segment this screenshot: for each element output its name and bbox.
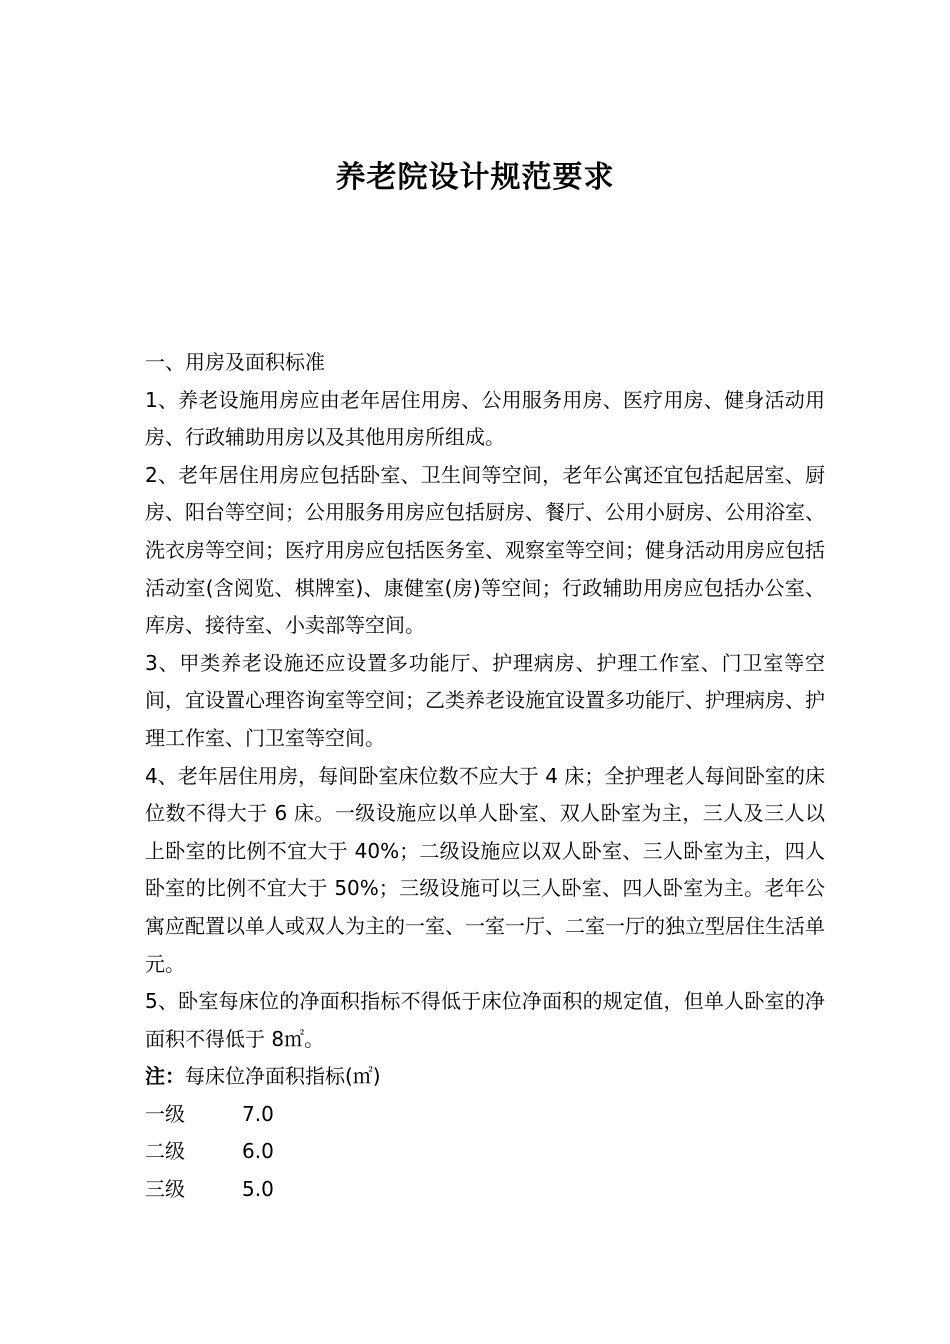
note-text: 每床位净面积指标(㎡) bbox=[185, 1064, 381, 1089]
grade-name: 一级 bbox=[145, 1101, 185, 1126]
grade-value: 7.0 bbox=[242, 1101, 274, 1126]
paragraph-3: 3、甲类养老设施还应设置多功能厅、护理病房、护理工作室、门卫室等空间，宜设置心理咨询室等空间；乙类养老设施宜设置多功能厅、护理病房、护理工作室、门卫室等空间。 bbox=[145, 650, 825, 750]
paragraph-4: 4、老年居住用房，每间卧室床位数不应大于 4 床；全护理老人每间卧室的床位数不得大于 6 床。一级设施应以单人卧室、双人卧室为主，三人及三人以上卧室的比例不宜大于 40%；二级设施应以双人卧室、三人卧室为主，四人卧室的比例不宜大于 50%；三级设施可以三人卧室、四人卧室为主。老年公寓应配置以单人或双人为主的一室、一室一厅、二室一厅的独立型居住生活单元。 bbox=[145, 763, 825, 976]
grade-row-2 bbox=[145, 1133, 825, 1171]
grade-name: 二级 bbox=[145, 1139, 185, 1164]
paragraph-5: 5、卧室每床位的净面积指标不得低于床位净面积的规定值，但单人卧室的净面积不得低于 8㎡。 bbox=[145, 989, 825, 1051]
grade-row-1 bbox=[145, 1096, 825, 1134]
grade-name: 三级 bbox=[145, 1177, 185, 1202]
grade-value: 6.0 bbox=[242, 1139, 274, 1164]
document-title: 养老院设计规范要求 bbox=[335, 160, 615, 195]
document-body bbox=[145, 344, 825, 1209]
grade-value: 5.0 bbox=[242, 1177, 274, 1202]
paragraph-1: 1、养老设施用房应由老年居住用房、公用服务用房、医疗用房、健身活动用房、行政辅助用房以及其他用房所组成。 bbox=[145, 387, 825, 450]
grade-row-3 bbox=[145, 1171, 825, 1209]
paragraph-2: 2、老年居住用房应包括卧室、卫生间等空间，老年公寓还宜包括起居室、厨房、阳台等空间；公用服务用房应包括厨房、餐厅、公用小厨房、公用浴室、洗衣房等空间；医疗用房应包括医务室、观察室等空间；健身活动用房应包括活动室(含阅览、棋牌室)、康健室(房)等空间；行政辅助用房应包括办公室、库房、接待室、小卖部等空间。 bbox=[145, 462, 825, 638]
section-heading: 一、用房及面积标准 bbox=[145, 350, 325, 374]
note-label: 注： bbox=[145, 1064, 185, 1089]
note-line bbox=[145, 1058, 825, 1096]
